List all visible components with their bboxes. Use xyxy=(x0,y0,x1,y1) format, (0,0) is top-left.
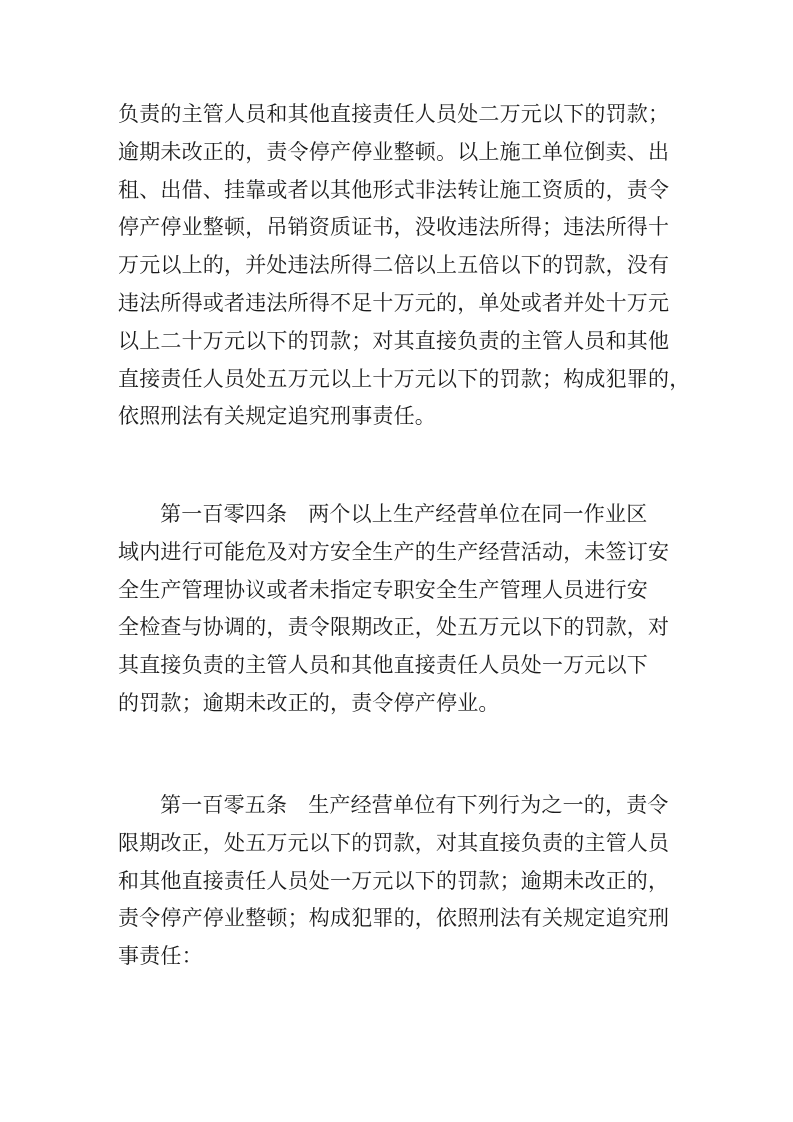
text-line: 逾期未改正的，责令停产停业整顿。以上施工单位倒卖、出 xyxy=(118,139,670,164)
text-line: 限期改正，处五万元以下的罚款，对其直接负责的主管人员 xyxy=(118,830,670,855)
text-segment: 生产经营单位有下列行为之一的，责令 xyxy=(308,793,669,817)
text-line: 负责的主管人员和其他直接责任人员处二万元以下的罚款； xyxy=(118,102,670,126)
text-line: 全生产管理协议或者未指定专职安全生产管理人员进行安 xyxy=(118,577,648,602)
text-line: 域内进行可能危及对方安全生产的生产经营活动，未签订安 xyxy=(118,539,670,564)
article-number: 第一百零四条 xyxy=(160,502,288,526)
text-line: 万元以上的，并处违法所得二倍以上五倍以下的罚款，没有 xyxy=(118,253,670,278)
text-line: 的罚款；逾期未改正的，责令停产停业。 xyxy=(118,690,500,715)
text-line: 责令停产停业整顿；构成犯罪的，依照刑法有关规定追究刑 xyxy=(118,906,670,931)
text-line-first xyxy=(118,787,688,825)
text-line: 直接责任人员处五万元以上十万元以下的罚款；构成犯罪的， xyxy=(118,366,691,391)
text-line: 全检查与协调的，责令限期改正，处五万元以下的罚款，对 xyxy=(118,615,670,640)
text-segment: 两个以上生产经营单位在同一作业区 xyxy=(308,502,648,526)
text-line: 事责任： xyxy=(118,944,203,969)
text-line: 以上二十万元以下的罚款；对其直接负责的主管人员和其他 xyxy=(118,328,670,353)
paragraph-penalty-continuation xyxy=(118,96,691,436)
paragraph-article-104 xyxy=(118,496,688,723)
text-line: 租、出借、挂靠或者以其他形式非法转让施工资质的，责令 xyxy=(118,177,670,202)
text-line: 停产停业整顿，吊销资质证书，没收违法所得；违法所得十 xyxy=(118,215,670,240)
text-line: 其直接负责的主管人员和其他直接责任人员处一万元以下 xyxy=(118,653,648,678)
text-line: 和其他直接责任人员处一万元以下的罚款；逾期未改正的， xyxy=(118,868,670,893)
text-line-first xyxy=(118,496,688,534)
article-number: 第一百零五条 xyxy=(160,793,288,817)
text-line: 依照刑法有关规定追究刑事责任。 xyxy=(118,404,436,429)
paragraph-article-105 xyxy=(118,787,688,976)
text-line: 违法所得或者违法所得不足十万元的，单处或者并处十万元 xyxy=(118,290,670,315)
